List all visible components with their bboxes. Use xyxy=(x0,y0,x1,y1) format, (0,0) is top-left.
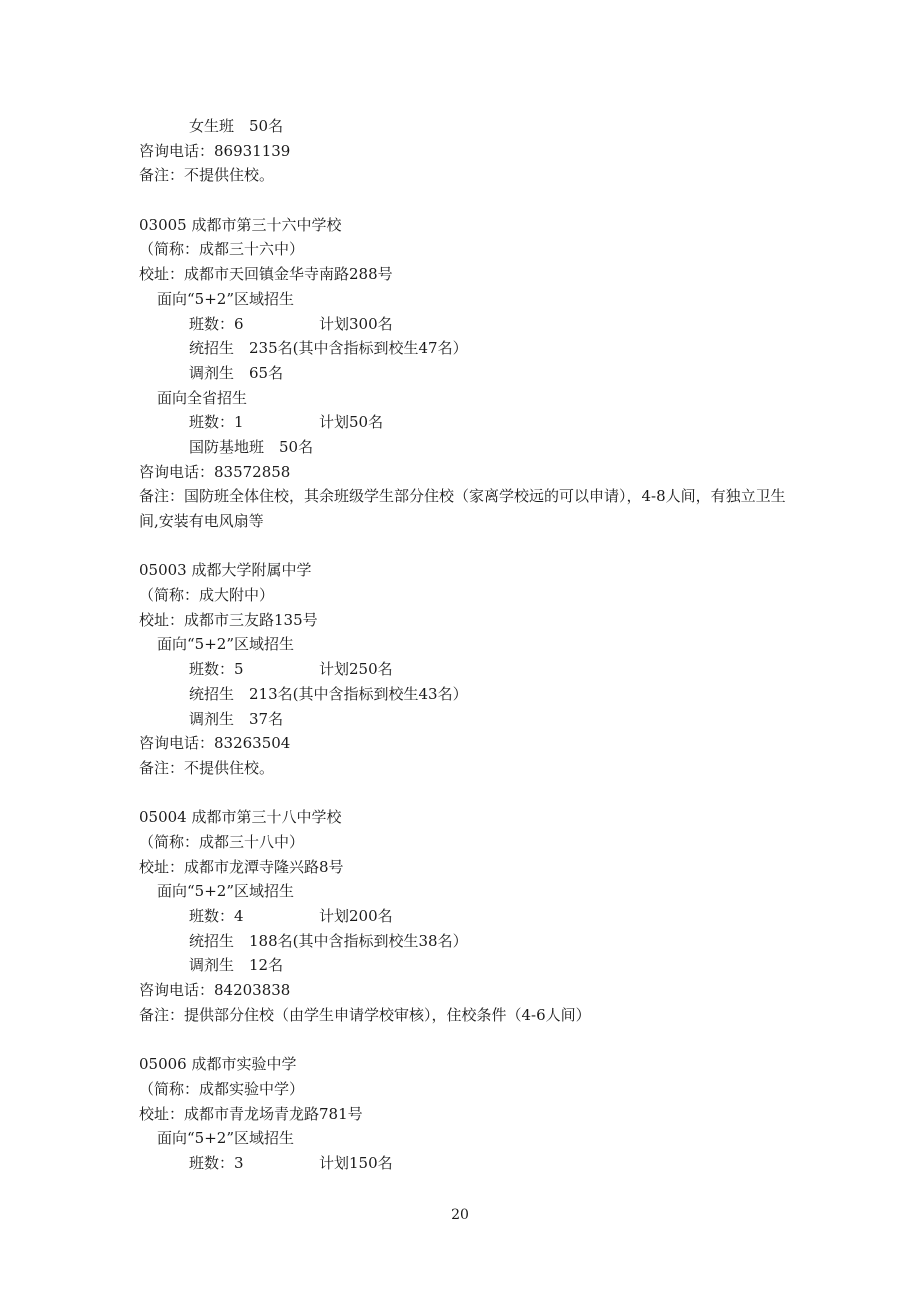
spacer xyxy=(139,781,799,806)
unified-line: 统招生 213名(其中含指标到校生43名） xyxy=(189,684,468,703)
school-title: 05004 成都市第三十八中学校 xyxy=(139,808,342,827)
school-short-name: （简称：成大附中） xyxy=(139,586,275,605)
province-classes-plan-row xyxy=(139,410,799,435)
classes-count: 班数：6 xyxy=(189,314,244,333)
spacer xyxy=(139,188,799,213)
classes-plan-row xyxy=(139,904,799,929)
school-entry xyxy=(139,1052,799,1175)
phone-line: 咨询电话：83572858 xyxy=(139,462,291,481)
school-entry xyxy=(139,558,799,780)
defense-class-line: 国防基地班 50名 xyxy=(189,437,314,456)
classes-plan-row xyxy=(139,1151,799,1176)
classes-count: 班数：4 xyxy=(189,907,244,926)
school-title: 03005 成都市第三十六中学校 xyxy=(139,215,342,234)
school-address: 校址：成都市三友路135号 xyxy=(139,610,318,629)
classes-count: 班数：5 xyxy=(189,660,244,679)
school-address: 校址：成都市天回镇金华寺南路288号 xyxy=(139,265,393,284)
school-title: 05006 成都市实验中学 xyxy=(139,1055,297,1074)
school-address: 校址：成都市青龙场青龙路781号 xyxy=(139,1104,363,1123)
province-heading: 面向全省招生 xyxy=(157,388,248,407)
classes-count: 班数：3 xyxy=(189,1153,244,1172)
school-entry xyxy=(139,805,799,1027)
school-short-name: （简称：成都实验中学） xyxy=(139,1079,305,1098)
adjust-line: 调剂生 12名 xyxy=(189,956,284,975)
region-heading: 面向“5+2”区域招生 xyxy=(157,289,294,308)
adjust-line: 调剂生 65名 xyxy=(189,363,284,382)
school-title: 05003 成都大学附属中学 xyxy=(139,561,312,580)
school-short-name: （简称：成都三十八中） xyxy=(139,832,305,851)
school-address: 校址：成都市龙潭寺隆兴路8号 xyxy=(139,857,344,876)
spacer xyxy=(139,534,799,559)
province-plan-count: 计划50名 xyxy=(319,413,384,432)
girls-class-line: 女生班 50名 xyxy=(189,117,284,135)
phone-line: 咨询电话：84203838 xyxy=(139,981,291,1000)
school-short-name: （简称：成都三十六中） xyxy=(139,240,305,259)
note-line: 备注：不提供住校。 xyxy=(139,166,275,185)
note-line: 备注：不提供住校。 xyxy=(139,758,275,777)
unified-line: 统招生 188名(其中含指标到校生38名） xyxy=(189,931,468,950)
phone-line: 咨询电话：86931139 xyxy=(139,141,291,160)
classes-plan-row xyxy=(139,657,799,682)
adjust-line: 调剂生 37名 xyxy=(189,709,284,728)
region-heading: 面向“5+2”区域招生 xyxy=(157,1129,294,1148)
plan-count: 计划300名 xyxy=(319,314,393,333)
page-number: 20 xyxy=(451,1207,469,1223)
phone-line: 咨询电话：83263504 xyxy=(139,734,291,753)
school-entry xyxy=(139,213,799,534)
province-classes-count: 班数：1 xyxy=(189,413,244,432)
region-heading: 面向“5+2”区域招生 xyxy=(157,882,294,901)
unified-line: 统招生 235名(其中含指标到校生47名） xyxy=(189,339,468,358)
note-line: 备注：国防班全体住校，其余班级学生部分住校（家离学校远的可以申请），4-8人间，有独立卫生间,安装有电风扇等 xyxy=(139,487,786,531)
region-heading: 面向“5+2”区域招生 xyxy=(157,635,294,654)
spacer xyxy=(139,1027,799,1052)
note-line: 备注：提供部分住校（由学生申请学校审核），住校条件（4-6人间） xyxy=(139,1005,591,1024)
plan-count: 计划200名 xyxy=(319,907,393,926)
plan-count: 计划150名 xyxy=(319,1153,393,1172)
plan-count: 计划250名 xyxy=(319,660,393,679)
page-content xyxy=(139,114,799,1176)
classes-plan-row xyxy=(139,312,799,337)
